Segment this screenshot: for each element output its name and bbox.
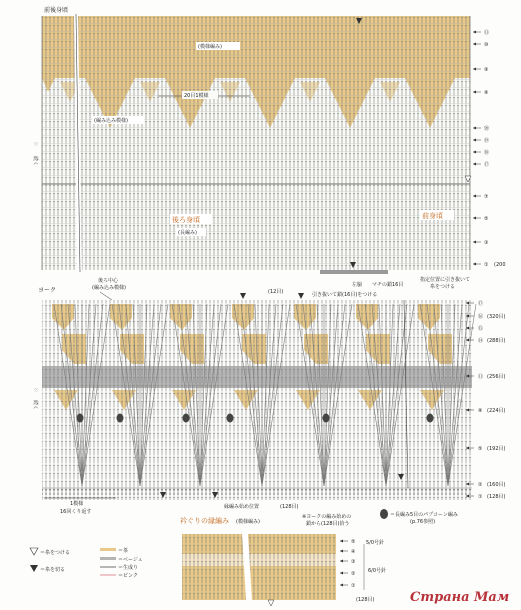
edging-row-number: ③ <box>351 559 356 565</box>
label-12-rows: (12目) <box>268 289 284 295</box>
yoke-row-count: (192目) <box>487 446 506 452</box>
row-arrow-head <box>473 151 476 154</box>
label-continue-2: 続く <box>32 400 38 411</box>
body-row-number: ① <box>484 262 489 268</box>
mark-heart-1: ♡ <box>34 142 39 148</box>
row-arrow-head <box>473 43 476 46</box>
attach-icon <box>30 548 38 555</box>
row-arrow-head <box>473 263 476 266</box>
yoke-row-count: (128目) <box>487 494 506 500</box>
row-arrow-head <box>340 560 343 563</box>
label-needle-50: 5/0号針 <box>366 540 385 546</box>
yoke-foundation-chain <box>42 488 472 496</box>
label-pickup-16: 引き抜いて鎖(16目)をつける <box>312 292 378 298</box>
body-row-number: ⑩ <box>484 42 489 48</box>
row-arrow-head <box>473 195 476 198</box>
cut-icon <box>30 565 38 572</box>
body-row-number: ⑱ <box>484 150 490 156</box>
label-needle-60: 6/0号針 <box>368 568 387 574</box>
mark-heart-2: ♡ <box>34 388 39 394</box>
legend-attach: ＝糸をつける <box>40 550 71 556</box>
popcorn-stitch <box>77 414 84 423</box>
body-panel <box>32 6 506 272</box>
row-arrow-head <box>473 217 476 220</box>
body-row-number: ⑲ <box>484 138 490 144</box>
yoke-row-number: ⑮ <box>478 326 484 332</box>
label-back-body: 後ろ身頃 <box>172 216 200 224</box>
body-row-numbers <box>473 29 506 268</box>
label-knit-in-2: (編み込み模様) <box>92 285 126 291</box>
label-yoke: ヨーク <box>38 287 57 294</box>
label-neck-edging: 衿ぐりの縁編み <box>180 517 229 525</box>
label-repeat-16: 16回くり返す <box>60 509 92 515</box>
label-attach-at: 指定位置に引き抜いて <box>420 277 471 283</box>
yoke-row-number: ② <box>478 482 483 488</box>
label-popcorn-ref: (p.76参照) <box>410 519 436 525</box>
popcorn-icon <box>380 509 388 519</box>
label-sts-128: (128目) <box>356 597 375 603</box>
label-yoke-note: ※ヨークの編み始めの <box>302 514 352 520</box>
yoke-row-count: (224目) <box>487 408 506 414</box>
row-arrow-head <box>473 68 476 71</box>
row-arrow-head <box>473 163 476 166</box>
label-20-repeat: 20目1模様 <box>184 93 209 99</box>
body-row-number: ⑨ <box>484 67 489 73</box>
label-neck-edging-sub: (模様編み) <box>236 519 260 525</box>
row-arrow-head <box>473 241 476 244</box>
edging-row-number: ① <box>351 583 356 589</box>
row-arrow-head <box>473 127 476 130</box>
edging-stitch-grid <box>182 534 336 600</box>
yoke-row-count: (320目) <box>487 314 506 320</box>
mark-heart-3: ♡ <box>458 399 463 405</box>
popcorn-stitch <box>183 414 190 423</box>
label-yoke-note-2: 鎖から(128目)拾う <box>306 521 350 527</box>
yoke-row-number: ⑤ <box>478 446 483 452</box>
row-arrow-head <box>473 139 476 142</box>
body-row-lines <box>42 16 470 270</box>
body-row-number: ⑤ <box>484 216 489 222</box>
popcorn-legend <box>380 509 458 525</box>
edging-attach-marker <box>268 600 274 606</box>
legend <box>30 547 143 579</box>
body-row-number: ③ <box>484 240 489 246</box>
label-double-crochet: (長編み) <box>178 230 197 236</box>
yoke-row-count: (160目) <box>487 482 506 488</box>
yoke-row-number: ⑧ <box>478 408 483 414</box>
edging-row-numbers <box>340 539 356 589</box>
edging-row-number: ② <box>351 571 356 577</box>
label-left-side: 左脇 <box>352 282 363 288</box>
legend-tea: ＝茶 <box>118 548 129 554</box>
cut-marker-b <box>298 293 304 299</box>
label-edging-start: 縁編み始め位置 <box>224 504 260 510</box>
row-arrow-head <box>473 31 476 34</box>
label-pattern-stitch: (模様編み) <box>198 44 222 50</box>
neck-edging <box>180 516 386 606</box>
popcorn-stitch <box>427 414 434 423</box>
label-attach-at-2: 糸をつける <box>430 284 456 290</box>
body-row-number: ⑰ <box>484 162 490 168</box>
watermark-text: Страна Мам <box>410 590 510 605</box>
yoke-row-count: (288目) <box>487 338 506 344</box>
label-knit-in: (編み込み模様) <box>94 118 128 124</box>
yoke-row-count: (256目) <box>487 374 506 380</box>
label-popcorn: ＝長編み5目のパプコーン編み <box>390 512 458 518</box>
swatch-tea <box>100 548 116 551</box>
yoke-row-number: ⑪ <box>478 374 484 380</box>
label-row-128: (128目) <box>280 504 299 510</box>
row-arrow-head <box>473 91 476 94</box>
legend-cut: ＝糸を切る <box>40 567 66 573</box>
label-front-body: 前身頃 <box>422 212 443 220</box>
body-row-number: ⑪ <box>484 30 490 36</box>
edging-row-number: ④ <box>351 549 356 555</box>
yoke-row-number: ⑰ <box>478 301 484 307</box>
row-arrow-head <box>340 572 343 575</box>
label-gusset: マチの鎖16目 <box>372 282 404 288</box>
yoke-row-number: ① <box>478 494 483 500</box>
yoke-row-number: ⑯ <box>478 314 484 320</box>
label-one-repeat: 1模様 <box>70 501 84 507</box>
label-continue-1: 続く <box>32 156 38 167</box>
popcorn-stitch <box>323 414 330 423</box>
row-arrow-head <box>340 584 343 587</box>
body-row-number: ⑳ <box>484 126 490 132</box>
gusset-chain-bar <box>320 270 388 274</box>
body-row-count: (200 <box>494 262 506 268</box>
cut-marker-a <box>240 293 246 299</box>
edging-row-number: ⑤ <box>351 539 356 545</box>
popcorn-stitch <box>117 414 124 423</box>
swatch-beige <box>100 557 116 560</box>
legend-white: ＝生成り <box>118 565 139 571</box>
yoke-row-number: ⑭ <box>478 338 484 344</box>
row-arrow-head <box>340 540 343 543</box>
body-row-number: ⑦ <box>484 194 489 200</box>
popcorn-stitch <box>227 414 234 423</box>
legend-pink: ＝ピンク <box>118 573 138 579</box>
body-row-number: ⑧ <box>484 90 489 96</box>
title-front-back: 前後身頃 <box>44 7 69 14</box>
leader-back-center <box>100 292 112 300</box>
row-arrow-head <box>340 550 343 553</box>
yoke-panel <box>32 270 505 527</box>
label-back-center: 後ろ中心 <box>98 278 119 284</box>
legend-beige: ＝ベージュ <box>118 557 143 563</box>
